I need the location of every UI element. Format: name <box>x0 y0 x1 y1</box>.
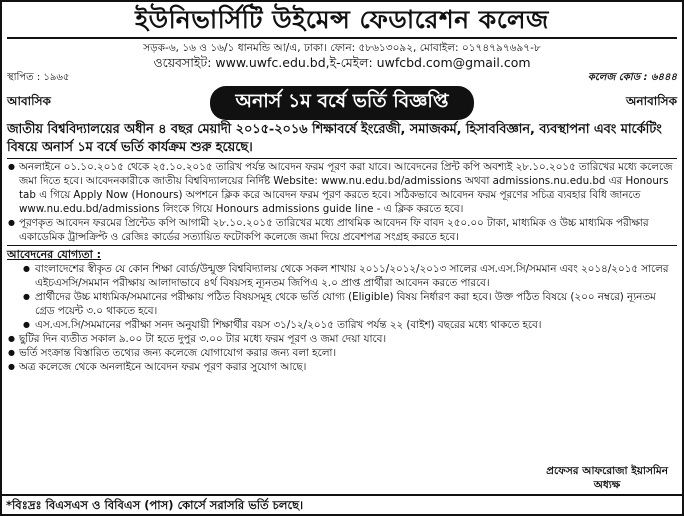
banner-row <box>7 86 677 120</box>
instruction-list <box>7 160 677 244</box>
established-year: স্থাপিত : ১৯৬৫ <box>7 72 70 83</box>
list-item: ● এস.এস.সি/সমমানের পরীক্ষা সনদ অনুযায়ী শিক্ষার্থীর বয়স ৩১/১২/২০১৫ তারিখ পর্যন্ত ২২ (বাইশ) বছরের মধ্যে থাকতে হবে। <box>7 318 677 332</box>
divider <box>7 245 677 246</box>
footer-note: *বিঃদ্রঃ বিএসএস ও বিবিএস (পাস) কোর্সে সরাসরি ভর্তি চলছে। <box>2 494 682 514</box>
college-title: ইউনিভার্সিটি উইমেন্স ফেডারেশন কলেজ <box>7 4 677 39</box>
principal-title: অধ্যক্ষ <box>593 479 621 491</box>
list-item: ● অত্র কলেজে থেকে অনলাইনে আবেদন ফরম পূরণ করার সুযোগ আছে। <box>7 360 537 374</box>
notes-list <box>7 332 537 374</box>
principal-name: প্রফেসর আফরোজা ইয়াসমিন <box>546 465 668 477</box>
list-item: ● ভর্তি সংক্রান্ত বিস্তারিত তথ্যের জন্য কলেজে যোগাযোগ করার জন্য বলা হলো। <box>7 346 537 360</box>
list-item: ● অনলাইনে ০১.১০.২০১৫ থেকে ২৫.১০.২০১৫ তারিখ পর্যন্ত আবেদন ফরম পূরণ করা যাবে। আবেদনের প্রিন্ট কপি অবশ্যই ২৮.১০.২০১৫ তারিখের মধ্যে কলেজে জমা দিতে হবে। আবেদনকারীকে জাতীয় বিশ্ববিদ্যালয়ের নির্দিষ্ট Website: www.nu.edu.bd/admissions অথবা admissions.nu.edu.bd এর Honours tab এ গিয়ে Apply Now (Honours) অপশনে ক্লিক করে আবেদন ফরম পূরণ করতে হবে। সঠিকভাবে আবেদন ফরম পূরণের সচিত্র ব্যবহার বিধি জানতে www.nu.edu.bd/admissions লিংকে গিয়ে Honours admissions guide line - এ ক্লিক করতে হবে। <box>7 160 677 216</box>
list-item: ● ছুটির দিন ব্যতীত সকাল ৯.০০ টা হতে দুপুর ৩.০০ টার মধ্যে ফরম পূরণ ও জমা দেয়া যাবে। <box>7 332 537 346</box>
requirements-list <box>7 262 677 332</box>
requirements-heading: আবেদনের যোগ্যতা : <box>7 248 102 261</box>
meta-row <box>7 71 677 85</box>
notice-banner: অনার্স ১ম বর্ষে ভর্তি বিজ্ঞপ্তি <box>210 86 475 120</box>
divider <box>7 158 677 159</box>
signature-block <box>546 464 668 492</box>
college-address: সড়ক-৬, ১৬ ও ১৬/১ ধানমন্ডি আ/এ, ঢাকা। ফোন: ৫৮৬১৩০৯২, মোবাইল: ০১৭৪৭৯৭৬৯৭-৮ <box>143 42 541 54</box>
college-code: কলেজ কোড : ৬৪৪৪ <box>587 72 677 83</box>
college-website-email: ওয়েবসাইট: www.uwfc.edu.bd,ই-মেইল: uwfcbd.com@gmail.com <box>153 55 531 70</box>
list-item: ● প্রার্থীদের উচ্চ মাধ্যমিক/সমমানের পরীক্ষায় পঠিত বিষয়সমূহ থেকে ভর্তি যোগ্য (Eligible) বিষয় নির্ধারণ করা হবে। উক্ত পঠিত বিষয়ে (২০০ নম্বরে) ন্যূনতম গ্রেড পয়েন্ট ৩.০ থাকতে হবে। <box>7 290 677 318</box>
residential-label: আবাসিক <box>7 94 51 108</box>
list-item: ● বাংলাদেশের স্বীকৃত যে কোন শিক্ষা বোর্ড/উন্মুক্ত বিশ্ববিদ্যালয় থেকে সকল শাখায় ২০১১/২০১২/২০১৩ সালের এস.এস.সি/সমমান এবং ২০১৪/২০১৫ সালের এইচএসসি/সমমান পরীক্ষায় আলাদাভাবে ৪র্থ বিষয়সহ ন্যূনতম জিপিএ ২.০ প্রাপ্ত প্রার্থীরা আবেদন করতে পারবে। <box>7 262 677 290</box>
non-residential-label: অনাবাসিক <box>626 94 677 108</box>
intro-text: জাতীয় বিশ্ববিদ্যালয়ের অধীন ৪ বছর মেয়াদী ২০১৫-২০১৬ শিক্ষাবর্ষে ইংরেজী, সমাজকর্ম, হিসাববিজ্ঞান, ব্যবস্থাপনা এবং মার্কেটিং বিষয়ে অনার্স ১ম বর্ষে ভর্তি কার্যক্রম শুরু হয়েছে। <box>7 122 662 155</box>
list-item: ● পূরণকৃত আবেদন ফরমের প্রিন্টেড কপি আগামী ২৮.১০.২০১৫ তারিখের মধ্যে প্রাথমিক আবেদন ফি বাবদ ২৫০.০০ টাকা, মাধ্যমিক ও উচ্চ মাধ্যমিক পরীক্ষার একাডেমিক ট্রান্সক্রিপ্ট ও রেজিঃ কার্ডের সত্যায়িত ফটোকপি কলেজে জমা দিয়ে প্রবেশপত্র সংগ্রহ করতে হবে। <box>7 216 677 244</box>
